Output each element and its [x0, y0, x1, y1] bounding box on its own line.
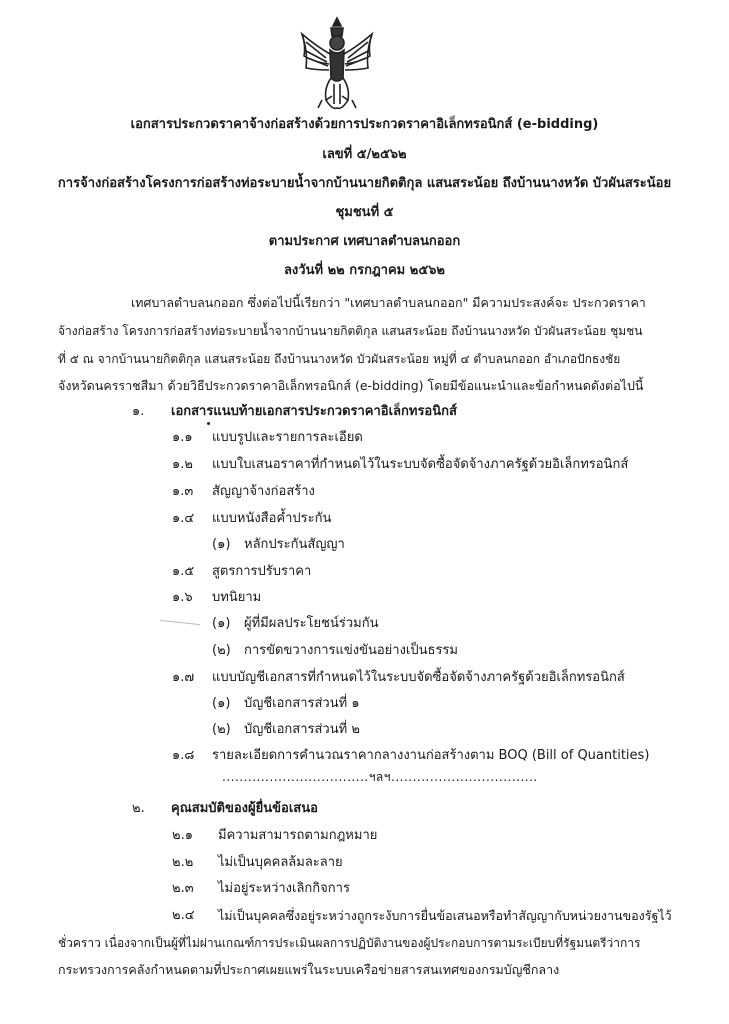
item-number: ๑.๑ [172, 430, 193, 445]
item-number: ๑.๘ [172, 748, 195, 763]
item-text: รายละเอียดการคำนวณราคากลางงานก่อสร้างตาม BOQ (Bill of Quantities) [212, 748, 650, 763]
project-name: การจ้างก่อสร้างโครงการก่อสร้างท่อระบายน้ำจากบ้านนายกิตติกุล แสนสระน้อย ถึงบ้านนางหวัด บัวผันสระน้อย [57, 176, 672, 191]
item-number: ๒.๔ [172, 908, 195, 923]
continuation-line-2: กระทรวงการคลังกำหนดตามที่ประกาศเผยแพร่ในระบบเครือข่ายสารสนเทศของกรมบัญชีกลาง [58, 962, 560, 977]
intro-line-2: จ้างก่อสร้าง โครงการก่อสร้างท่อระบายน้ำจากบ้านนายกิตติกุล แสนสระน้อย ถึงบ้านนางหวัด บัวผันสระน้อย ชุมชน [58, 324, 643, 338]
item-text: ไม่เป็นบุคคลล้มละลาย [218, 855, 343, 870]
subitem-text: บัญชีเอกสารส่วนที่ ๒ [244, 722, 360, 737]
item-number: ๒.๓ [172, 881, 194, 896]
item-number: ๑.๗ [172, 670, 195, 685]
document-number: เลขที่ ๕/๒๕๖๒ [322, 147, 407, 162]
section-2-title: คุณสมบัติของผู้ยื่นข้อเสนอ [171, 801, 318, 816]
subitem-number: (๑) [212, 696, 231, 711]
item-text: บทนิยาม [212, 590, 262, 605]
continuation-line-1: ชั่วคราว เนื่องจากเป็นผู้ที่ไม่ผ่านเกณฑ์การประเมินผลการปฏิบัติงานของผู้ประกอบการตามระเบียบที่รัฐมนตรีว่าการ [58, 936, 641, 950]
announcement-label: ตามประกาศ เทศบาลตำบลนกออก [268, 234, 461, 249]
section-1-number: ๑. [132, 404, 145, 419]
item-text: สัญญาจ้างก่อสร้าง [212, 484, 315, 499]
item-text: แบบหนังสือค้ำประกัน [212, 511, 332, 526]
scan-smudge [160, 620, 200, 625]
subitem-number: (๑) [212, 537, 231, 552]
item-number: ๑.๕ [172, 564, 195, 579]
section-2-number: ๒. [132, 801, 145, 816]
etc-line: ..................................ฯลฯ.................................. [222, 770, 538, 784]
subitem-text: การขัดขวางการแข่งขันอย่างเป็นธรรม [244, 643, 458, 658]
subitem-number: (๒) [212, 722, 231, 737]
item-number: ๑.๔ [172, 511, 195, 526]
item-text: แบบบัญชีเอกสารที่กำหนดไว้ในระบบจัดซื้อจัดจ้างภาครัฐด้วยอิเล็กทรอนิกส์ [212, 670, 625, 685]
ink-dot [207, 422, 210, 425]
subitem-number: (๒) [212, 643, 231, 658]
subitem-text: ผู้ที่มีผลประโยชน์ร่วมกัน [244, 616, 379, 631]
item-text: สูตรการปรับราคา [212, 564, 312, 579]
item-text: ไม่เป็นบุคคลซึ่งอยู่ระหว่างถูกระงับการยื่นข้อเสนอหรือทำสัญญากับหน่วยงานของรัฐไว้ [218, 908, 672, 923]
intro-line-3: ที่ ๕ ณ จากบ้านนายกิตติกุล แสนสระน้อย ถึงบ้านนางหวัด บัวผันสระน้อย หมู่ที่ ๔ ตำบลนกออก อำเภอปักธงชัย [58, 352, 621, 366]
section-1-title: เอกสารแนบท้ายเอกสารประกวดราคาอิเล็กทรอนิกส์ [171, 404, 457, 419]
subitem-text: หลักประกันสัญญา [244, 537, 345, 552]
subitem-text: บัญชีเอกสารส่วนที่ ๑ [244, 696, 360, 711]
community-label: ชุมชนที่ ๕ [335, 205, 394, 220]
subitem-number: (๑) [212, 616, 231, 631]
document-date: ลงวันที่ ๒๒ กรกฎาคม ๒๕๖๒ [283, 263, 446, 278]
item-number: ๑.๓ [172, 484, 194, 499]
intro-line-1: เทศบาลตำบลนกออก ซึ่งต่อไปนี้เรียกว่า "เทศบาลตำบลนกออก" มีความประสงค์จะ ประกวดราคา [131, 295, 646, 310]
document-title: เอกสารประกวดราคาจ้างก่อสร้างด้วยการประกวดราคาอิเล็กทรอนิกส์ (e-bidding) [130, 117, 599, 132]
item-number: ๑.๒ [172, 457, 193, 472]
item-number: ๒.๒ [172, 855, 194, 870]
item-text: แบบใบเสนอราคาที่กำหนดไว้ในระบบจัดซื้อจัดจ้างภาครัฐด้วยอิเล็กทรอนิกส์ [212, 457, 629, 472]
garuda-emblem-icon [296, 12, 378, 114]
item-number: ๒.๑ [172, 828, 193, 843]
item-text: แบบรูปและรายการละเอียด [212, 430, 363, 445]
intro-line-4: จังหวัดนครราชสีมา ด้วยวิธีประกวดราคาอิเล็กทรอนิกส์ (e-bidding) โดยมีข้อแนะนำและข้อกำหนดดังต่อไปนี้ [58, 378, 644, 393]
item-text: มีความสามารถตามกฎหมาย [218, 828, 378, 843]
item-text: ไม่อยู่ระหว่างเลิกกิจการ [218, 881, 350, 896]
item-number: ๑.๖ [172, 590, 193, 605]
